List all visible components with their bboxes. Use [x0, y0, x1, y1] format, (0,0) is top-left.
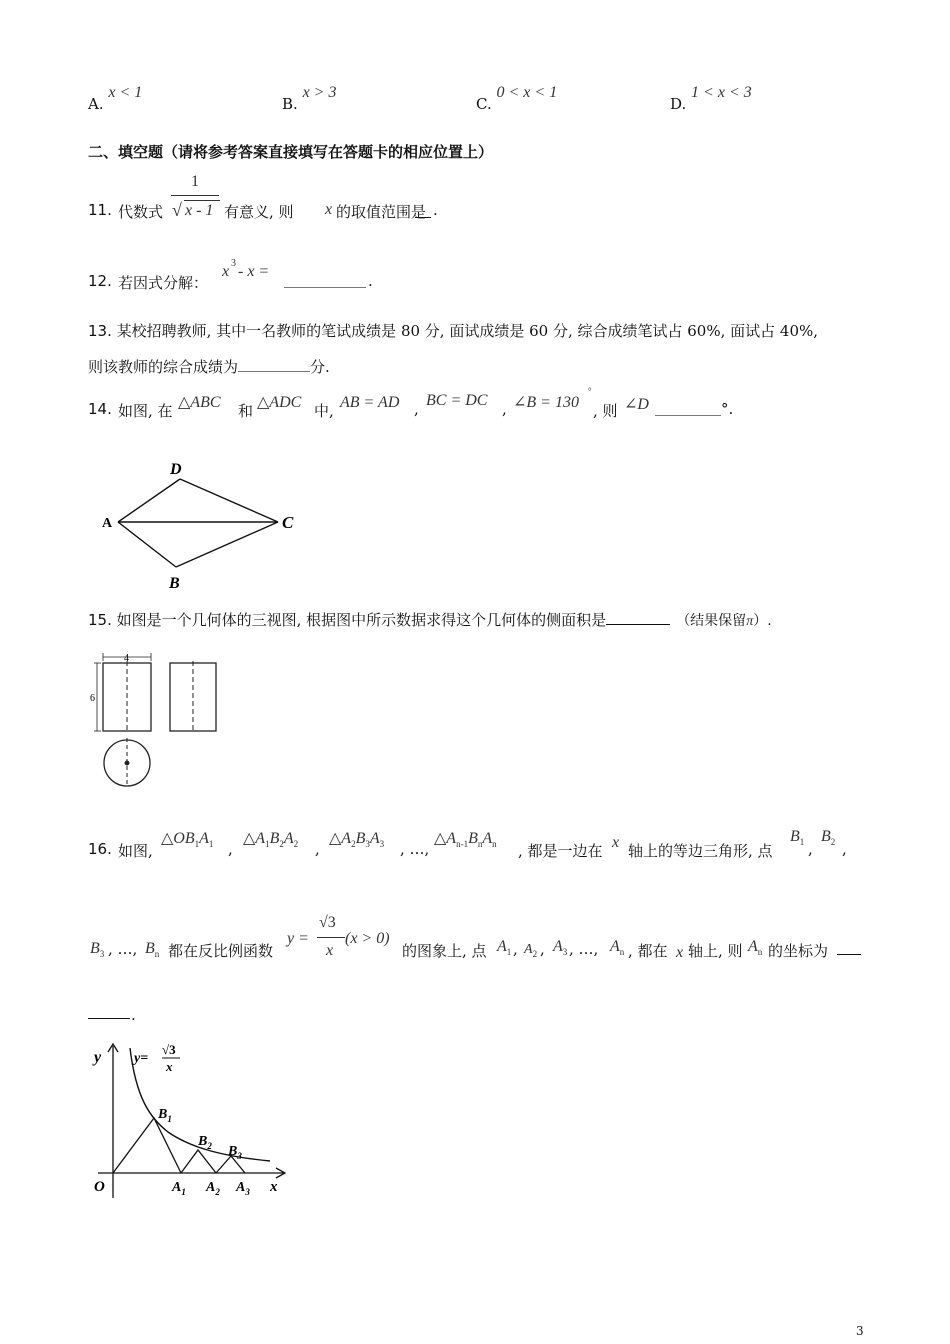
triangle-1	[113, 1118, 181, 1173]
question-14: 14. 如图, 在 △ABC 和 △ADC 中, AB = AD , BC = DC , ∠B = 130 ° , 则 ∠D °.	[88, 386, 734, 420]
x-axis-label: x	[270, 1179, 278, 1195]
answer-blank[interactable]	[415, 204, 431, 218]
question-13-line-1: 13. 某校招聘教师, 其中一名教师的笔试成绩是 80 分, 面试成绩是 60 分, 综合成绩笔试占 60%, 面试占 40%,	[88, 322, 819, 340]
page-number: 3	[856, 1324, 864, 1338]
question-16-line-3: .	[88, 1000, 188, 1024]
label-c: C	[282, 513, 294, 532]
label-b: B	[169, 575, 180, 592]
segment-dc	[180, 479, 278, 522]
answer-blank[interactable]	[284, 274, 366, 288]
question-16-line-1: 16. 如图, $\triangle OB_1A_1$ , $\triangle A_1B_2A_2$ , $\triangle A_2B_3A_3$ , …, $\triangle A_{n-1}B_nA_n$ , 都是一边在 x 轴上的等边三角形, 点 $B_1$ , $B_2$ ,	[88, 828, 847, 860]
figure-16-graph	[88, 1038, 298, 1208]
y-axis-label: y	[94, 1049, 102, 1066]
height-label: 6	[90, 693, 95, 704]
answer-blank-continued[interactable]	[88, 1018, 130, 1019]
label-b1: $B_1$	[158, 1107, 172, 1124]
answer-blank[interactable]	[655, 402, 721, 416]
question-13-line-2: 则该教师的综合成绩为 分.	[88, 358, 330, 376]
option-c: C. 0 < x < 1	[476, 84, 558, 113]
func-den: x	[166, 1059, 173, 1074]
segment-bc	[176, 522, 278, 567]
label-o: O	[94, 1179, 105, 1195]
question-11: 11. 代数式 1 √ x - 1 有意义, 则 x 的取值范围是 .	[88, 173, 438, 221]
option-a: A. x < 1	[88, 84, 143, 113]
width-label: 4	[124, 653, 129, 664]
label-a3: $A_3$	[236, 1180, 250, 1197]
label-a: A	[102, 516, 113, 531]
question-16-line-2: $B_3$ , …, $B_n$ 都在反比例函数 y = √3 x (x > 0) 的图象上, 点 $A_1$ , $A_2$ , $A_3$ , …, $A_n$ , 都在 x 轴上, 则 $A_n$ 的坐标为	[88, 912, 878, 972]
label-d: D	[170, 461, 182, 478]
label-b2: $B_2$	[198, 1134, 212, 1151]
label-b3: $B_3$	[228, 1144, 242, 1161]
option-d: D. 1 < x < 3	[670, 84, 752, 113]
func-num: √3	[162, 1042, 176, 1057]
func-label: y=	[134, 1051, 149, 1066]
section-title: 二、填空题（请将参考答案直接填写在答题卡的相应位置上）	[88, 143, 494, 161]
figure-14-quadrilateral	[96, 455, 306, 595]
question-15: 15. 如图是一个几何体的三视图, 根据图中所示数据求得这个几何体的侧面积是 （结果保留π）.	[88, 611, 772, 629]
answer-blank[interactable]	[606, 611, 670, 625]
question-12: 12. 若因式分解： x 3 - x = .	[88, 258, 373, 292]
segment-ab	[118, 522, 176, 567]
option-b: B. x > 3	[282, 84, 337, 113]
answer-blank[interactable]	[238, 358, 310, 372]
answer-blank[interactable]	[837, 954, 861, 955]
label-a1: $A_1$	[172, 1180, 186, 1197]
segment-ad	[118, 479, 180, 522]
figure-15-three-views	[88, 645, 228, 795]
label-a2: $A_2$	[206, 1180, 220, 1197]
triangle-2	[181, 1150, 216, 1173]
